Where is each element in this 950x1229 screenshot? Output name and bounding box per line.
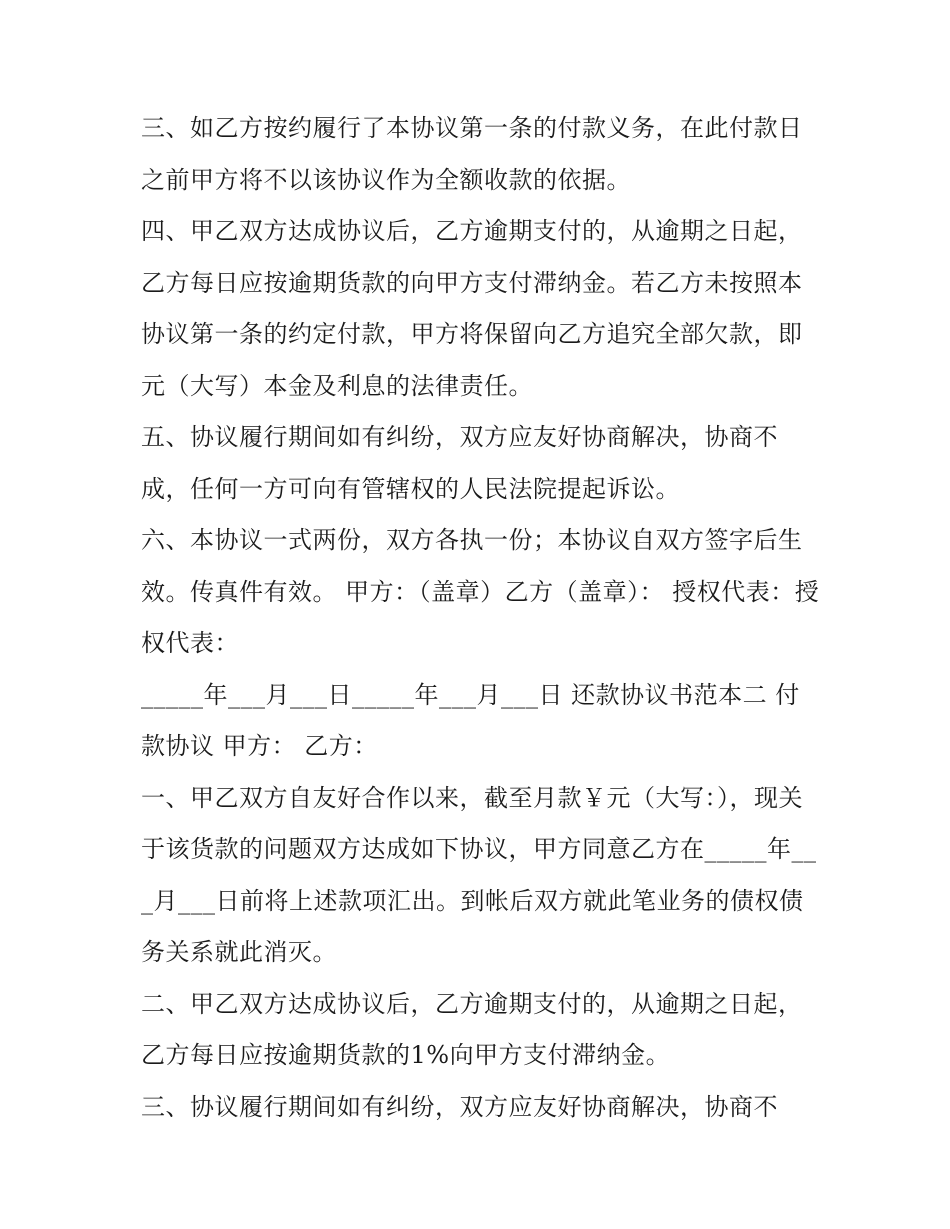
- template-2-clause-1: 一、甲乙双方自友好合作以来，截至月款￥元（大写：），现关于该货款的问题双方达成如下协议，甲方同意乙方在_____年___月___日前将上述款项汇出。到帐后双方就此笔业务的债权债务关系就此消灭。: [141, 783, 817, 966]
- document-body: [141, 103, 821, 1133]
- template-2-clause-2: 二、甲乙双方达成协议后，乙方逾期支付的，从逾期之日起，乙方每日应按逾期货款的1%向甲方支付滞纳金。: [141, 989, 803, 1069]
- clause-6-copies-signatures: 六、本协议一式两份，双方各执一份；本协议自双方签字后生效。传真件有效。 甲方：（盖章）乙方（盖章）： 授权代表：授权代表：: [141, 526, 820, 657]
- clause-5-disputes: 五、协议履行期间如有纠纷，双方应友好协商解决，协商不成，任何一方可向有管辖权的人民法院提起诉讼。: [141, 423, 778, 503]
- clause-4-late-payment: 四、甲乙双方达成协议后，乙方逾期支付的，从逾期之日起，乙方每日应按逾期货款的向甲方支付滞纳金。若乙方未按照本协议第一条的约定付款，甲方将保留向乙方追究全部欠款，即元（大写）本金及利息的法律责任。: [141, 217, 803, 400]
- date-lines-and-template-2-heading: _____年___月___日_____年___月___日 还款协议书范本二 付款协议 甲方： 乙方：: [141, 680, 800, 760]
- clause-3-performance: 三、如乙方按约履行了本协议第一条的付款义务，在此付款日之前甲方将不以该协议作为全额收款的依据。: [141, 114, 803, 194]
- template-2-clause-3: 三、协议履行期间如有纠纷，双方应友好协商解决，协商不: [141, 1092, 778, 1121]
